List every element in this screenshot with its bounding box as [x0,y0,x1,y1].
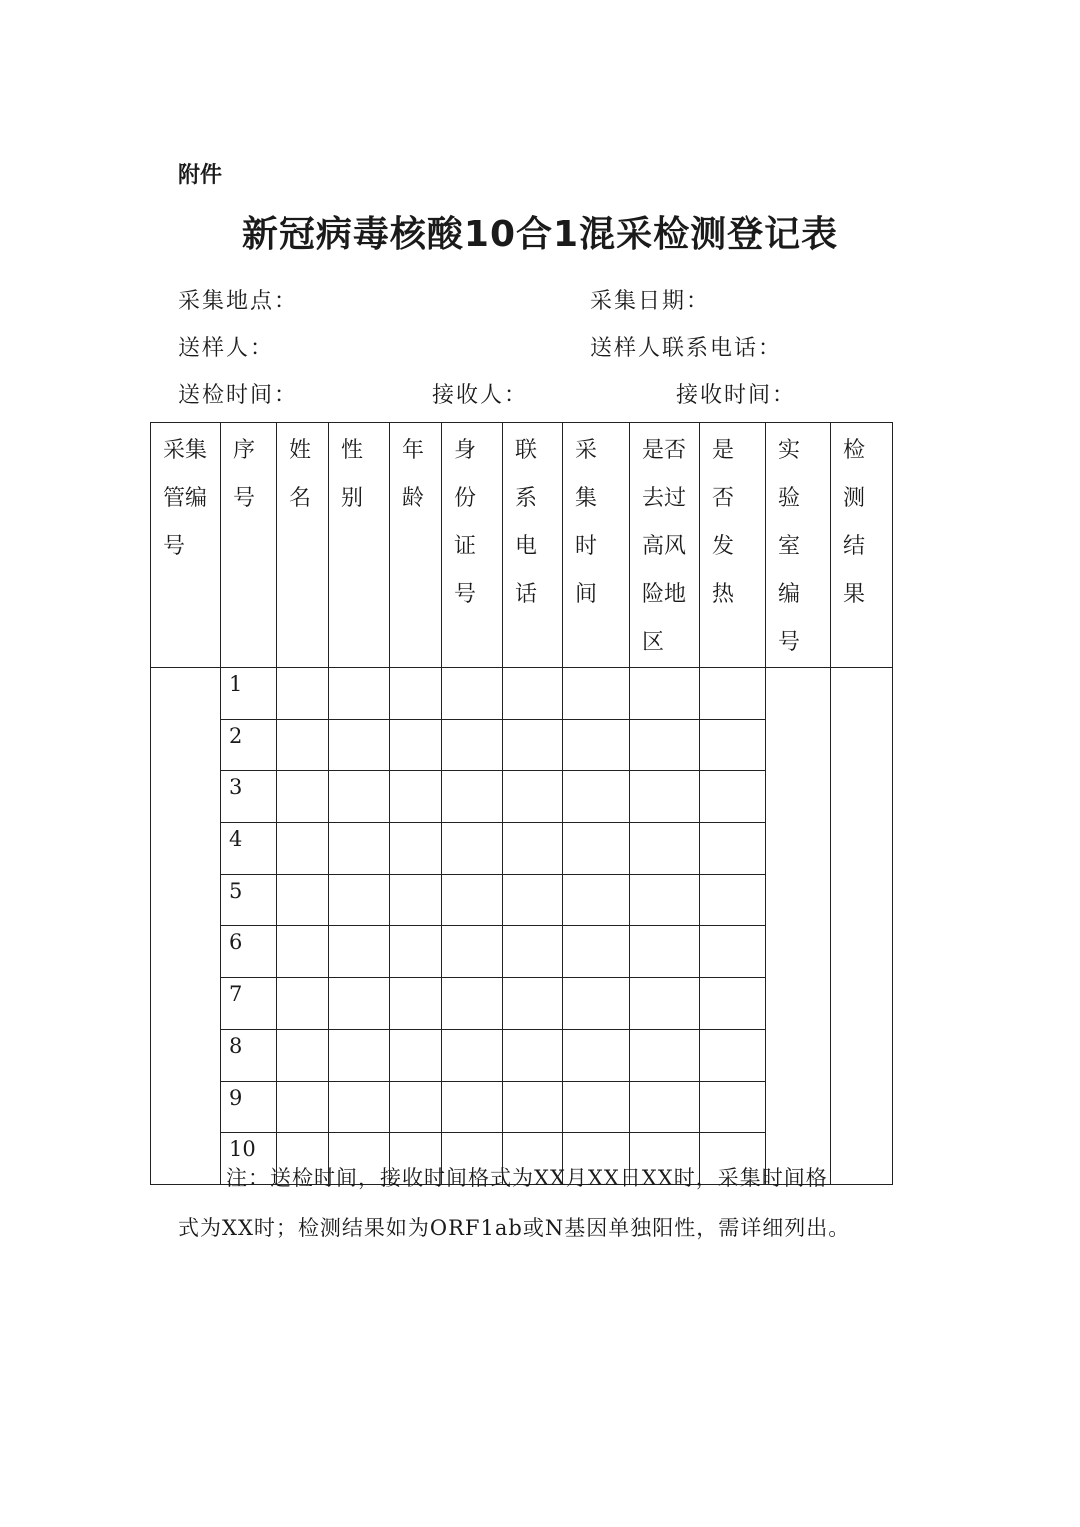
header-lab-number: 实验室编号 [766,423,831,668]
table-header-row [151,423,893,668]
sender-field: 送样人： [178,336,275,361]
sender-phone-field: 送样人联系电话： [590,336,783,361]
page-title: 新冠病毒核酸10合1混采检测登记表 [241,214,839,255]
header-collect-time: 采集时间 [563,423,630,668]
receive-time-field: 接收时间： [676,383,797,408]
attachment-label: 附件 [178,163,223,188]
note-line-1: 注：送检时间，接收时间格式为XX月XX日XX时，采集时间格 [226,1166,828,1190]
sequence-cell: 8 [221,1029,277,1081]
lab-number-cell[interactable] [766,668,831,1185]
sequence-cell: 7 [221,978,277,1030]
test-result-cell[interactable] [831,668,893,1185]
header-test-result: 检测结果 [831,423,893,668]
note-line-2: 式为XX时；检测结果如为ORF1ab或N基因单独阳性，需详细列出。 [178,1216,851,1240]
header-phone: 联系电话 [503,423,563,668]
header-id-number: 身份证号 [442,423,503,668]
table-row [151,668,893,720]
receiver-field: 接收人： [432,383,529,408]
sequence-cell: 4 [221,823,277,875]
registration-table [150,422,893,1185]
collect-date-field: 采集日期： [590,289,711,314]
header-age: 年龄 [390,423,442,668]
sequence-cell: 1 [221,668,277,720]
sequence-cell: 10 [221,1133,277,1185]
header-sequence: 序号 [221,423,277,668]
header-name: 姓名 [277,423,329,668]
sequence-cell: 2 [221,719,277,771]
submit-time-field: 送检时间： [178,383,299,408]
collect-location-field: 采集地点： [178,289,299,314]
header-gender: 性别 [329,423,390,668]
sequence-cell: 5 [221,874,277,926]
header-high-risk-area: 是否去过高风险地区 [630,423,700,668]
sequence-cell: 6 [221,926,277,978]
tube-number-cell[interactable] [151,668,221,1185]
sequence-cell: 9 [221,1081,277,1133]
header-fever: 是否发热 [700,423,766,668]
sequence-cell: 3 [221,771,277,823]
header-tube-number: 采集管编号 [151,423,221,668]
